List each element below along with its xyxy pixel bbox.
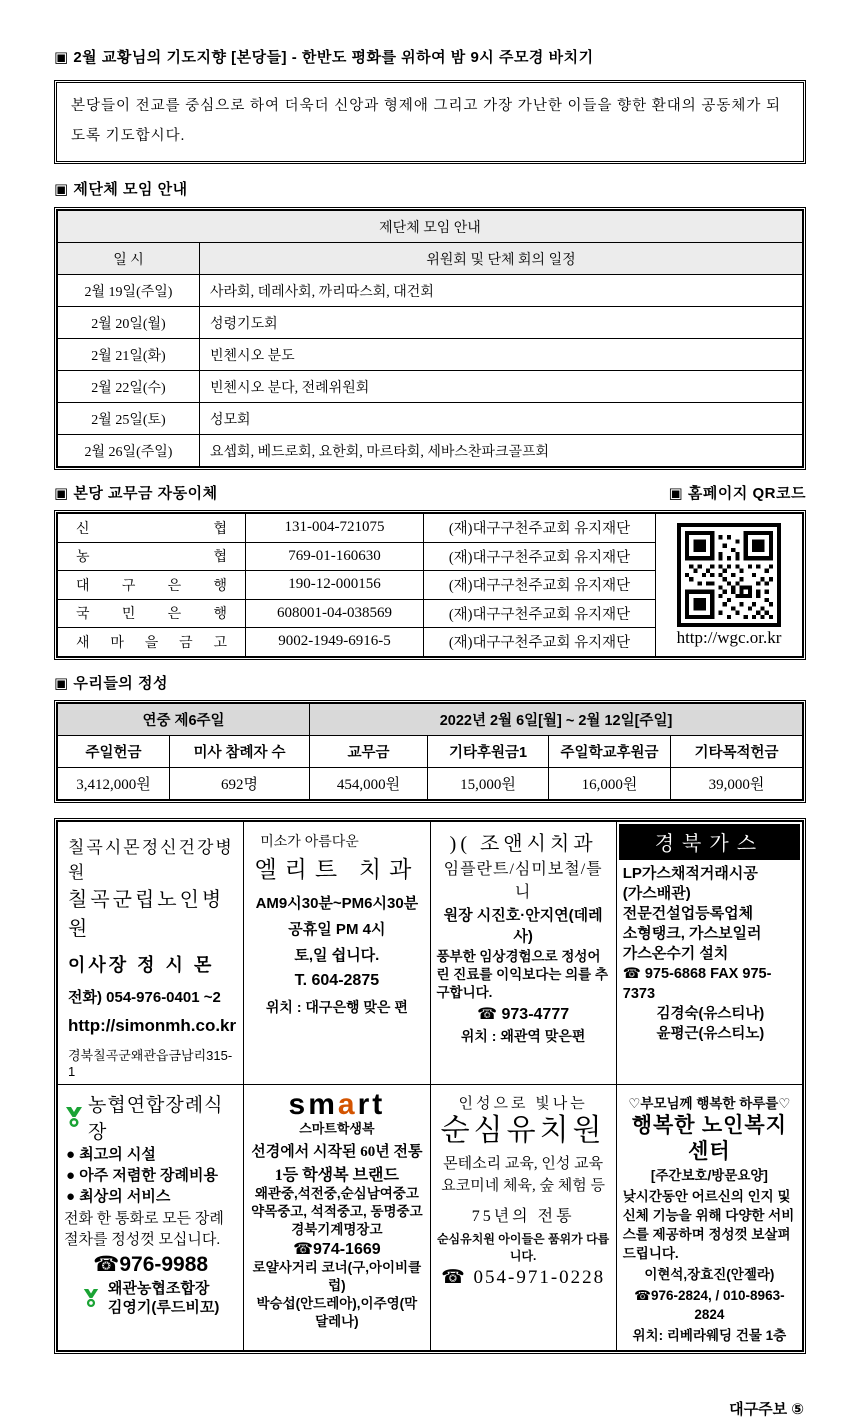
- autopay-titles-row: [54, 482, 806, 503]
- ad-joanne-dental: [430, 821, 616, 1084]
- smart-line-1: 선경에서 시작된 60년 전통: [251, 1143, 423, 1160]
- prayer-intention-title: ▣ 2월 교황님의 기도지향 [본당들] - 한반도 평화를 위하여 밤 9시 주모경 바치기: [54, 49, 594, 66]
- elite-closed: 토,일 쉽니다.: [294, 946, 380, 964]
- account-holder: (재)대구구천주교회 유지재단: [424, 628, 656, 657]
- meeting-date: 2월 22일(수): [58, 371, 200, 403]
- elite-name: 엘리트 치과: [254, 856, 420, 882]
- joanne-name: )( 조앤시치과: [449, 832, 597, 855]
- senior-phone: ☎976-2824, / 010-8963-2824: [634, 1287, 785, 1322]
- account-number: 9002-1949-6916-5: [246, 628, 424, 657]
- offerings-section-title: ▣ 우리들의 정성: [54, 674, 168, 692]
- qr-cell: [656, 514, 803, 657]
- kindergarten-line-1: 몬테소리 교육, 인성 교육: [443, 1155, 604, 1172]
- meeting-date: 2월 20일(월): [58, 307, 200, 339]
- qr-section-title: ▣ 홈페이지 QR코드: [668, 485, 806, 502]
- account-holder: (재)대구구천주교회 유지재단: [424, 571, 656, 600]
- funeral-description: 전화 한 통화로 모든 장례 절차를 정성껏 모십니다.: [64, 1210, 224, 1248]
- table-row: [58, 435, 803, 467]
- ad-gas: [616, 821, 802, 1084]
- bank-accounts-table: [57, 513, 803, 657]
- table-row: [58, 514, 803, 543]
- ad-kindergarten: [430, 1084, 616, 1350]
- offerings-col: 기타후원금1: [428, 735, 549, 767]
- offerings-values-row: [58, 767, 803, 799]
- offerings-col: 주일학교후원금: [549, 735, 671, 767]
- ad-smart: [244, 1084, 430, 1350]
- senior-people: 이현석,장효진(안젤라): [644, 1266, 775, 1282]
- ads-frame: [54, 818, 806, 1354]
- prayer-box: [54, 80, 806, 164]
- meeting-groups: 빈첸시오 분도: [200, 339, 803, 371]
- bank-name: 새 마 을 금 고: [58, 628, 246, 657]
- ad-funeral: [58, 1084, 244, 1350]
- senior-tagline: ♡부모님께 행복한 하루를♡: [628, 1095, 791, 1111]
- senior-location: 위치: 리베라웨딩 건물 1층: [632, 1327, 787, 1343]
- funeral-phone: ☎976-9988: [93, 1252, 209, 1276]
- meeting-groups: 사라회, 데레사회, 까리따스회, 대건회: [200, 275, 803, 307]
- bank-name: 국 민 은 행: [58, 599, 246, 628]
- gas-line-3: 전문건설업등록업체: [622, 904, 754, 922]
- offerings-table: [57, 703, 803, 800]
- meeting-date: 2월 19일(주일): [58, 275, 200, 307]
- funeral-signoff-1: 왜관농협조합장: [107, 1279, 210, 1297]
- meeting-groups: 성모회: [200, 403, 803, 435]
- gas-phone: ☎ 975-6868 FAX 975-7373: [622, 965, 772, 1002]
- meetings-section-title: ▣ 제단체 모임 안내: [54, 181, 188, 198]
- hospital-name-1: 칠곡시몬정신건강병원: [68, 837, 234, 882]
- offerings-value: 39,000원: [671, 767, 803, 799]
- joanne-description: 풍부한 임상경험으로 정성어린 진료를 이익보다는 의를 추구합니다.: [436, 948, 608, 1000]
- kindergarten-tradition: 75년의 전통: [471, 1207, 575, 1225]
- bank-name: 신 협: [58, 514, 246, 543]
- table-row: [58, 275, 803, 307]
- funeral-signoff-2: 김영기(루드비꼬): [107, 1298, 220, 1316]
- account-number: 608001-04-038569: [246, 599, 424, 628]
- funeral-name: 농협연합장례식장: [88, 1094, 224, 1143]
- joanne-phone: ☎ 973-4777: [477, 1005, 570, 1023]
- table-row: [58, 307, 803, 339]
- offerings-col: 미사 참례자 수: [170, 735, 310, 767]
- prayer-text: 본당들이 전교를 중심으로 하여 더욱더 신앙과 형제애 그리고 가장 가난한 이들을 향한 환대의 공동체가 되도록 기도합시다.: [71, 98, 782, 144]
- kindergarten-tagline: 인성으로 빛나는: [458, 1095, 588, 1112]
- offerings-value: 3,412,000원: [58, 767, 170, 799]
- joanne-director: 원장 시진호·안지연(데레사): [443, 906, 603, 945]
- kindergarten-line-2: 요코미네 체육, 숲 체험 등: [441, 1177, 605, 1194]
- smart-owners: 박승섭(안드레아),이주영(막달레나): [256, 1295, 418, 1329]
- hospital-website: http://simonmh.co.kr: [68, 1015, 237, 1035]
- smart-schools-1: 왜관중,석전중,순심남여중고: [254, 1185, 419, 1201]
- qr-code: [677, 523, 781, 627]
- funeral-bullet-1: ● 최고의 시설: [66, 1145, 156, 1163]
- homepage-url: http://wgc.or.kr: [676, 628, 782, 648]
- offerings-col: 기타목적헌금: [671, 735, 803, 767]
- funeral-bullet-2: ● 아주 저렴한 장례비용: [66, 1166, 218, 1184]
- meetings-header-row: [58, 243, 803, 275]
- smart-location: 로얄사거리 코너(구,아이비클럽): [252, 1259, 422, 1293]
- joanne-logo-icon: )(: [449, 832, 471, 855]
- table-row: [58, 403, 803, 435]
- period-label: 2022년 2월 6일[월] ~ 2월 12일[주일]: [310, 703, 803, 735]
- page-footer: 대구주보 ⑤: [729, 1400, 804, 1418]
- account-holder: (재)대구구천주교회 유지재단: [424, 514, 656, 543]
- meetings-table: [57, 210, 803, 467]
- meeting-groups: 요셉회, 베드로회, 요한회, 마르타회, 세바스찬파크골프회: [200, 435, 803, 467]
- senior-description: 낮시간동안 어르신의 인지 및 신체 기능을 위해 다양한 서비스를 제공하며 정성껏 보살펴드립니다.: [622, 1188, 795, 1261]
- smart-schools-2: 약목중고, 석적중고, 동명중고: [251, 1203, 423, 1219]
- nh-logo-icon: [64, 1106, 84, 1128]
- ad-hospital: [58, 821, 244, 1084]
- offerings-col: 주일헌금: [58, 735, 170, 767]
- account-holder: (재)대구구천주교회 유지재단: [424, 599, 656, 628]
- kindergarten-name: 순심유치원: [440, 1113, 606, 1147]
- table-row: [58, 339, 803, 371]
- kindergarten-slogan: 순심유치원 아이들은 품위가 다릅니다.: [436, 1231, 610, 1263]
- autopay-section-title: ▣ 본당 교무금 자동이체: [54, 485, 218, 502]
- gas-person-2: 윤평근(유스티노): [656, 1025, 765, 1042]
- meetings-col-date: 일 시: [58, 243, 200, 275]
- elite-tagline: 미소가 아름다운: [260, 832, 359, 849]
- elite-holiday-hours: 공휴일 PM 4시: [288, 920, 386, 938]
- nh-logo-icon: [82, 1288, 100, 1308]
- funeral-bullet-3: ● 최상의 서비스: [66, 1187, 171, 1205]
- elite-location: 위치 : 대구은행 맞은 편: [265, 998, 408, 1015]
- smart-logo: smart: [288, 1087, 386, 1121]
- meeting-groups: 성령기도회: [200, 307, 803, 339]
- smart-phone: ☎974-1669: [293, 1240, 381, 1258]
- offerings-table-frame: [54, 700, 806, 803]
- joanne-services: 임플란트/심미보철/틀니: [443, 860, 603, 901]
- gas-person-1: 김경숙(유스티나): [656, 1005, 765, 1022]
- elite-phone: T. 604-2875: [294, 971, 380, 989]
- hospital-phone: 전화) 054-976-0401 ~2: [68, 988, 221, 1006]
- account-holder: (재)대구구천주교회 유지재단: [424, 542, 656, 571]
- elite-hours: AM9시30분~PM6시30분: [255, 894, 419, 912]
- meetings-caption-row: [58, 211, 803, 243]
- offerings-value: 454,000원: [310, 767, 428, 799]
- bank-table-frame: [54, 510, 806, 660]
- meetings-table-caption: 제단체 모임 안내: [58, 211, 803, 243]
- gas-line-5: 가스온수기 설치: [622, 944, 729, 962]
- offerings-value: 692명: [170, 767, 310, 799]
- account-number: 190-12-000156: [246, 571, 424, 600]
- meeting-groups: 빈첸시오 분다, 전례위원회: [200, 371, 803, 403]
- offerings-header-row-2: [58, 735, 803, 767]
- meeting-date: 2월 25일(토): [58, 403, 200, 435]
- gas-line-4: 소형탱크, 가스보일러: [622, 924, 762, 942]
- bank-name: 농 협: [58, 542, 246, 571]
- ads-table: [57, 821, 803, 1351]
- kindergarten-phone: ☎ 054-971-0228: [441, 1266, 606, 1288]
- smart-brand: 스마트학생복: [299, 1120, 375, 1136]
- bank-name: 대 구 은 행: [58, 571, 246, 600]
- offerings-value: 15,000원: [428, 767, 549, 799]
- meeting-date: 2월 21일(화): [58, 339, 200, 371]
- account-number: 769-01-160630: [246, 542, 424, 571]
- offerings-header-row-1: [58, 703, 803, 735]
- table-row: [58, 371, 803, 403]
- smart-line-2: 1등 학생복 브랜드: [274, 1166, 399, 1184]
- gas-line-1: LP가스채적거래시공: [622, 864, 758, 882]
- offerings-col: 교무금: [310, 735, 428, 767]
- gas-name-banner: 경북가스: [619, 824, 800, 860]
- meetings-col-schedule: 위원회 및 단체 회의 일정: [200, 243, 803, 275]
- ad-elite-dental: [244, 821, 430, 1084]
- account-number: 131-004-721075: [246, 514, 424, 543]
- senior-subtitle: [주간보호/방문요양]: [650, 1167, 768, 1183]
- week-label: 연중 제6주일: [58, 703, 310, 735]
- hospital-director: 이사장 정 시 몬: [68, 954, 215, 975]
- meeting-date: 2월 26일(주일): [58, 435, 200, 467]
- meetings-table-frame: [54, 207, 806, 470]
- smart-schools-3: 경북기계명장고: [291, 1221, 383, 1237]
- joanne-location: 위치 : 왜관역 맞은편: [460, 1027, 586, 1044]
- gas-line-2: (가스배관): [622, 884, 691, 902]
- senior-name: 행복한 노인복지센터: [631, 1112, 787, 1163]
- hospital-name-2: 칠곡군립노인병원: [68, 888, 225, 940]
- hospital-address: 경북칠곡군왜관읍금남리315-1: [68, 1047, 233, 1079]
- offerings-value: 16,000원: [549, 767, 671, 799]
- ad-senior-center: [616, 1084, 802, 1350]
